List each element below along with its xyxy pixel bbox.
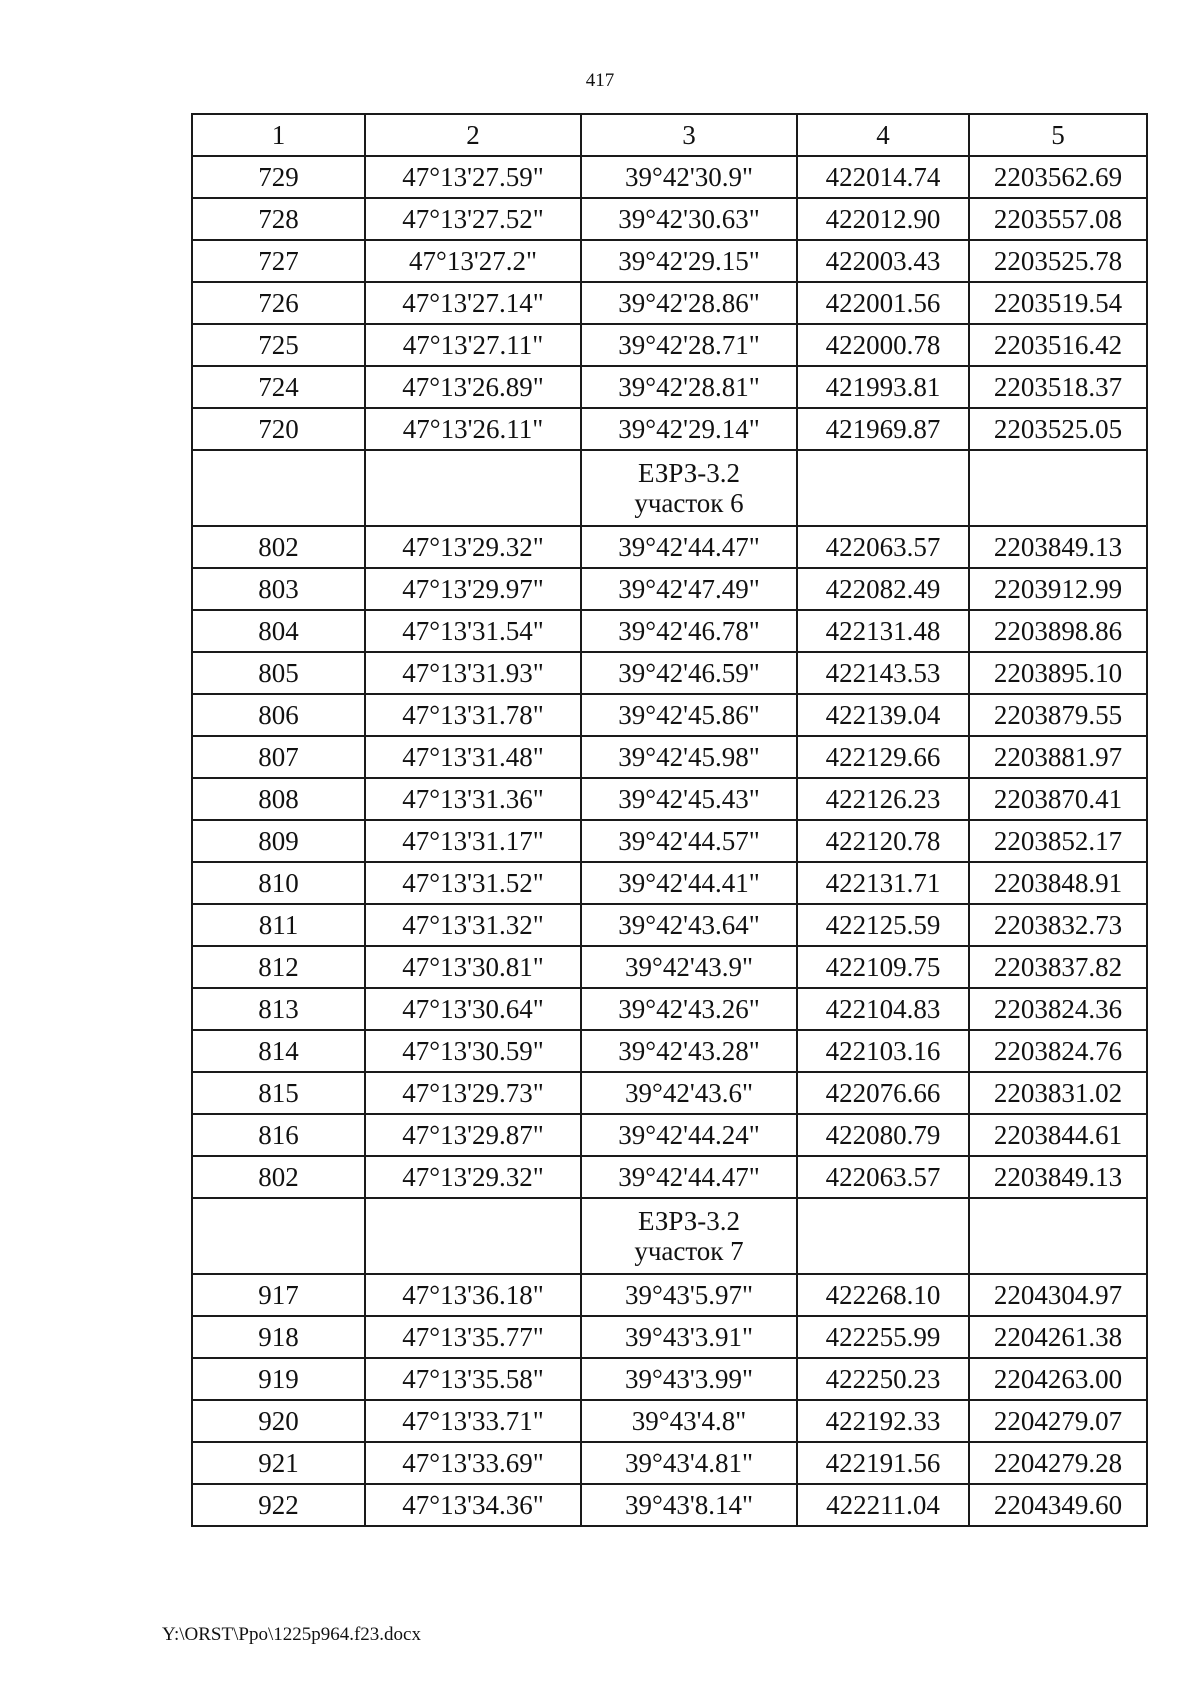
table-cell: 422082.49 — [797, 568, 969, 610]
table-cell: 422120.78 — [797, 820, 969, 862]
empty-cell — [192, 450, 365, 526]
table-cell: 918 — [192, 1316, 365, 1358]
table-cell: 39°42'43.9" — [581, 946, 797, 988]
table-cell: 2203912.99 — [969, 568, 1147, 610]
section-plot-label: участок 7 — [634, 1236, 744, 1266]
table-cell: 47°13'33.71" — [365, 1400, 581, 1442]
table-cell: 39°42'44.57" — [581, 820, 797, 862]
table-header-row — [192, 114, 1147, 156]
table-cell: 2203837.82 — [969, 946, 1147, 988]
table-cell: 922 — [192, 1484, 365, 1526]
table-cell: 2204263.00 — [969, 1358, 1147, 1400]
table-cell: 39°42'47.49" — [581, 568, 797, 610]
table-cell: 422080.79 — [797, 1114, 969, 1156]
table-cell: 39°42'43.6" — [581, 1072, 797, 1114]
table-cell: 808 — [192, 778, 365, 820]
table-cell: 39°42'44.47" — [581, 1156, 797, 1198]
table-cell: 39°42'45.86" — [581, 694, 797, 736]
table-cell: 2203824.36 — [969, 988, 1147, 1030]
column-header: 3 — [581, 114, 797, 156]
table-cell: 2203848.91 — [969, 862, 1147, 904]
table-cell: 47°13'30.64" — [365, 988, 581, 1030]
table-cell: 2203832.73 — [969, 904, 1147, 946]
page-number: 417 — [585, 70, 615, 91]
table-row — [192, 156, 1147, 198]
table-cell: 422001.56 — [797, 282, 969, 324]
table-cell: 729 — [192, 156, 365, 198]
table-cell: 725 — [192, 324, 365, 366]
table-row — [192, 904, 1147, 946]
table-cell: 803 — [192, 568, 365, 610]
table-row — [192, 988, 1147, 1030]
empty-cell — [365, 1198, 581, 1274]
table-cell: 422131.71 — [797, 862, 969, 904]
table-cell: 2204279.07 — [969, 1400, 1147, 1442]
table-row — [192, 1400, 1147, 1442]
column-header: 4 — [797, 114, 969, 156]
table-cell: 39°42'43.64" — [581, 904, 797, 946]
table-cell: 39°42'29.15" — [581, 240, 797, 282]
table-row — [192, 1156, 1147, 1198]
table-cell: 2203519.54 — [969, 282, 1147, 324]
table-cell: 802 — [192, 526, 365, 568]
table-cell: 47°13'31.78" — [365, 694, 581, 736]
table-cell: 806 — [192, 694, 365, 736]
table-cell: 422076.66 — [797, 1072, 969, 1114]
table-cell: 47°13'26.11" — [365, 408, 581, 450]
table-cell: 2204261.38 — [969, 1316, 1147, 1358]
table-cell: 917 — [192, 1274, 365, 1316]
table-cell: 920 — [192, 1400, 365, 1442]
table-cell: 47°13'36.18" — [365, 1274, 581, 1316]
table-cell: 2204349.60 — [969, 1484, 1147, 1526]
section-title-cell — [581, 1198, 797, 1274]
column-header: 2 — [365, 114, 581, 156]
table-cell: 2203879.55 — [969, 694, 1147, 736]
table-cell: 422211.04 — [797, 1484, 969, 1526]
table-cell: 39°42'44.24" — [581, 1114, 797, 1156]
section-zone-label: ЕЗРЗ-3.2 — [638, 1206, 740, 1236]
footer-file-path: Y:\ORST\Ppo\1225p964.f23.docx — [162, 1624, 421, 1645]
table-cell: 422129.66 — [797, 736, 969, 778]
table-row — [192, 240, 1147, 282]
table-row — [192, 366, 1147, 408]
table-cell: 39°42'45.43" — [581, 778, 797, 820]
table-cell: 39°42'28.71" — [581, 324, 797, 366]
table-cell: 47°13'31.52" — [365, 862, 581, 904]
table-cell: 2203870.41 — [969, 778, 1147, 820]
table-cell: 815 — [192, 1072, 365, 1114]
table-row — [192, 1072, 1147, 1114]
table-cell: 39°42'28.86" — [581, 282, 797, 324]
table-cell: 2203895.10 — [969, 652, 1147, 694]
table-cell: 2203831.02 — [969, 1072, 1147, 1114]
table-cell: 47°13'27.14" — [365, 282, 581, 324]
table-cell: 422131.48 — [797, 610, 969, 652]
table-row — [192, 282, 1147, 324]
table-row — [192, 324, 1147, 366]
table-cell: 47°13'35.77" — [365, 1316, 581, 1358]
table-cell: 47°13'34.36" — [365, 1484, 581, 1526]
table-cell: 720 — [192, 408, 365, 450]
table-row — [192, 1484, 1147, 1526]
table-cell: 422255.99 — [797, 1316, 969, 1358]
table-cell: 422063.57 — [797, 1156, 969, 1198]
table-row — [192, 610, 1147, 652]
table-cell: 47°13'27.59" — [365, 156, 581, 198]
table-cell: 39°42'43.26" — [581, 988, 797, 1030]
table-body — [192, 156, 1147, 1526]
table-cell: 421993.81 — [797, 366, 969, 408]
table-row — [192, 1316, 1147, 1358]
table-row — [192, 568, 1147, 610]
table-cell: 422139.04 — [797, 694, 969, 736]
table-cell: 422003.43 — [797, 240, 969, 282]
table-cell: 39°43'3.99" — [581, 1358, 797, 1400]
table-cell: 39°42'43.28" — [581, 1030, 797, 1072]
table-cell: 814 — [192, 1030, 365, 1072]
table-cell: 47°13'29.87" — [365, 1114, 581, 1156]
table-cell: 811 — [192, 904, 365, 946]
table-row — [192, 1442, 1147, 1484]
table-cell: 39°42'46.59" — [581, 652, 797, 694]
table-cell: 422192.33 — [797, 1400, 969, 1442]
section-zone-label: ЕЗРЗ-3.2 — [638, 458, 740, 488]
table-cell: 47°13'26.89" — [365, 366, 581, 408]
section-row — [192, 1198, 1147, 1274]
table-cell: 39°42'44.47" — [581, 526, 797, 568]
table-cell: 2203518.37 — [969, 366, 1147, 408]
table-cell: 422063.57 — [797, 526, 969, 568]
table-cell: 47°13'31.17" — [365, 820, 581, 862]
table-cell: 2203562.69 — [969, 156, 1147, 198]
table-cell: 47°13'31.93" — [365, 652, 581, 694]
section-row — [192, 450, 1147, 526]
table-cell: 422109.75 — [797, 946, 969, 988]
table-cell: 807 — [192, 736, 365, 778]
table-cell: 804 — [192, 610, 365, 652]
table-cell: 47°13'30.81" — [365, 946, 581, 988]
table-cell: 47°13'31.48" — [365, 736, 581, 778]
table-cell: 810 — [192, 862, 365, 904]
table-cell: 39°43'8.14" — [581, 1484, 797, 1526]
table-cell: 47°13'31.36" — [365, 778, 581, 820]
table-cell: 47°13'29.73" — [365, 1072, 581, 1114]
table-row — [192, 652, 1147, 694]
table-cell: 422014.74 — [797, 156, 969, 198]
table-cell: 47°13'31.54" — [365, 610, 581, 652]
table-cell: 39°42'30.9" — [581, 156, 797, 198]
table-cell: 2203557.08 — [969, 198, 1147, 240]
section-title-cell — [581, 450, 797, 526]
empty-cell — [969, 450, 1147, 526]
table-cell: 2203849.13 — [969, 1156, 1147, 1198]
table-row — [192, 778, 1147, 820]
table-row — [192, 1030, 1147, 1072]
table-cell: 422250.23 — [797, 1358, 969, 1400]
table-cell: 47°13'31.32" — [365, 904, 581, 946]
table-cell: 2203881.97 — [969, 736, 1147, 778]
table-cell: 39°43'4.81" — [581, 1442, 797, 1484]
table-cell: 422012.90 — [797, 198, 969, 240]
table-cell: 39°42'30.63" — [581, 198, 797, 240]
table-row — [192, 694, 1147, 736]
table-cell: 2204304.97 — [969, 1274, 1147, 1316]
empty-cell — [192, 1198, 365, 1274]
table-cell: 816 — [192, 1114, 365, 1156]
table-row — [192, 198, 1147, 240]
table-cell: 2203516.42 — [969, 324, 1147, 366]
table-cell: 39°42'29.14" — [581, 408, 797, 450]
table-cell: 47°13'33.69" — [365, 1442, 581, 1484]
table-cell: 422268.10 — [797, 1274, 969, 1316]
table-cell: 921 — [192, 1442, 365, 1484]
table-cell: 47°13'29.32" — [365, 526, 581, 568]
table-cell: 421969.87 — [797, 408, 969, 450]
empty-cell — [797, 1198, 969, 1274]
table-cell: 2203898.86 — [969, 610, 1147, 652]
table-cell: 47°13'27.52" — [365, 198, 581, 240]
table-cell: 39°42'44.41" — [581, 862, 797, 904]
table-cell: 47°13'29.97" — [365, 568, 581, 610]
table-cell: 39°42'46.78" — [581, 610, 797, 652]
table-cell: 2203849.13 — [969, 526, 1147, 568]
table-cell: 422000.78 — [797, 324, 969, 366]
section-plot-label: участок 6 — [634, 488, 744, 518]
table-cell: 813 — [192, 988, 365, 1030]
table-cell: 724 — [192, 366, 365, 408]
table-cell: 39°43'4.8" — [581, 1400, 797, 1442]
table-cell: 39°43'5.97" — [581, 1274, 797, 1316]
table-row — [192, 862, 1147, 904]
table-row — [192, 820, 1147, 862]
table-cell: 47°13'27.11" — [365, 324, 581, 366]
table-cell: 422143.53 — [797, 652, 969, 694]
table-cell: 726 — [192, 282, 365, 324]
table-cell: 805 — [192, 652, 365, 694]
column-header: 1 — [192, 114, 365, 156]
table-cell: 422126.23 — [797, 778, 969, 820]
empty-cell — [365, 450, 581, 526]
table-cell: 422104.83 — [797, 988, 969, 1030]
table-cell: 2203824.76 — [969, 1030, 1147, 1072]
table-cell: 802 — [192, 1156, 365, 1198]
table-cell: 422191.56 — [797, 1442, 969, 1484]
table-row — [192, 1274, 1147, 1316]
table-cell: 728 — [192, 198, 365, 240]
table-row — [192, 736, 1147, 778]
table-cell: 809 — [192, 820, 365, 862]
table-cell: 919 — [192, 1358, 365, 1400]
table-row — [192, 946, 1147, 988]
table-row — [192, 1114, 1147, 1156]
table-cell: 47°13'30.59" — [365, 1030, 581, 1072]
table-cell: 812 — [192, 946, 365, 988]
table-row — [192, 526, 1147, 568]
table-cell: 2203844.61 — [969, 1114, 1147, 1156]
table-cell: 47°13'35.58" — [365, 1358, 581, 1400]
empty-cell — [969, 1198, 1147, 1274]
table-cell: 2203525.05 — [969, 408, 1147, 450]
table-cell: 727 — [192, 240, 365, 282]
column-header: 5 — [969, 114, 1147, 156]
coordinates-table — [191, 113, 1148, 1527]
table-cell: 2204279.28 — [969, 1442, 1147, 1484]
table-row — [192, 1358, 1147, 1400]
table-row — [192, 408, 1147, 450]
table-cell: 422125.59 — [797, 904, 969, 946]
table-cell: 2203852.17 — [969, 820, 1147, 862]
empty-cell — [797, 450, 969, 526]
table-cell: 47°13'27.2" — [365, 240, 581, 282]
table-cell: 39°43'3.91" — [581, 1316, 797, 1358]
table-cell: 39°42'28.81" — [581, 366, 797, 408]
table-cell: 47°13'29.32" — [365, 1156, 581, 1198]
table-cell: 2203525.78 — [969, 240, 1147, 282]
table-cell: 39°42'45.98" — [581, 736, 797, 778]
table-cell: 422103.16 — [797, 1030, 969, 1072]
